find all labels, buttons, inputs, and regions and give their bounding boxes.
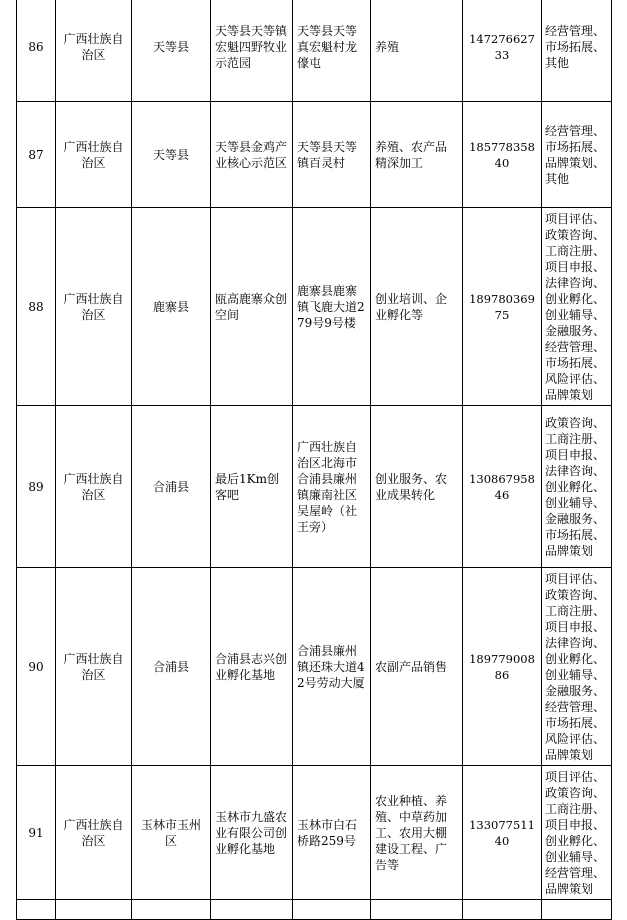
table-row: [17, 0, 612, 102]
business-cell: 农副产品销售: [371, 568, 463, 766]
service-item: 市场拓展、: [545, 139, 606, 154]
service-item: 政策咨询、: [545, 587, 606, 602]
service-item: 风险评估、: [545, 371, 606, 386]
county-cell: 玉林市玉州区: [132, 766, 211, 900]
business-cell: 创业培训、企业孵化等: [371, 208, 463, 406]
table-row: [17, 208, 612, 406]
phone-cell: 13307751140: [463, 766, 542, 900]
phone-cell: 14727662733: [463, 0, 542, 102]
base-name-cell: 天等县金鸡产业核心示范区: [211, 102, 293, 208]
service-item: 项目评估、: [545, 211, 606, 226]
row-number: 88: [17, 208, 56, 406]
service-item: 工商注册、: [545, 431, 606, 446]
service-item: 创业辅导、: [545, 667, 606, 682]
row-number: 87: [17, 102, 56, 208]
table-row: [17, 102, 612, 208]
province-cell: 广西壮族自治区: [56, 568, 132, 766]
county-cell: 合浦县: [132, 568, 211, 766]
phone-cell: 18978036975: [463, 208, 542, 406]
services-cell: [542, 102, 612, 208]
service-item: 风险评估、: [545, 731, 606, 746]
service-item: 品牌策划: [545, 881, 594, 896]
service-item: 品牌策划: [545, 543, 594, 558]
service-item: 法律咨询、: [545, 635, 606, 650]
base-name-cell: 最后1Km创客吧: [211, 406, 293, 568]
services-cell: [542, 568, 612, 766]
service-item: 品牌策划: [545, 747, 594, 762]
service-item: 创业孵化、: [545, 291, 606, 306]
service-item: 项目申报、: [545, 259, 606, 274]
service-item: 创业辅导、: [545, 849, 606, 864]
service-item: 创业孵化、: [545, 833, 606, 848]
service-item: 项目申报、: [545, 619, 606, 634]
service-item: 工商注册、: [545, 801, 606, 816]
service-item: 创业辅导、: [545, 307, 606, 322]
base-name-cell: 天等县天等镇宏魁四野牧业示范园: [211, 0, 293, 102]
row-number: 90: [17, 568, 56, 766]
phone-cell: 13086795846: [463, 406, 542, 568]
service-item: 政策咨询、: [545, 785, 606, 800]
service-item: 经营管理、: [545, 24, 606, 38]
service-item: 政策咨询、: [545, 227, 606, 242]
service-item: 其他: [545, 171, 570, 186]
table-body: [17, 0, 612, 920]
service-item: 经营管理、: [545, 339, 606, 354]
address-cell: 玉林市白石桥路259号: [293, 766, 371, 900]
service-item: 其他: [545, 56, 570, 70]
county-cell: 天等县: [132, 102, 211, 208]
phone-cell: 18577835840: [463, 102, 542, 208]
table-row: [17, 766, 612, 900]
business-cell: 养殖: [371, 0, 463, 102]
row-number: 91: [17, 766, 56, 900]
service-item: 法律咨询、: [545, 275, 606, 290]
county-cell: 合浦县: [132, 406, 211, 568]
service-item: 项目评估、: [545, 571, 606, 586]
base-name-cell: 瓯高鹿寨众创空间: [211, 208, 293, 406]
service-item: 创业辅导、: [545, 495, 606, 510]
service-item: 创业孵化、: [545, 479, 606, 494]
address-cell: 鹿寨县鹿寨镇飞鹿大道279号9号楼: [293, 208, 371, 406]
service-item: 工商注册、: [545, 603, 606, 618]
address-cell: 广西壮族自治区北海市合浦县廉州镇廉南社区吴屋岭（社王旁）: [293, 406, 371, 568]
table-row: [17, 406, 612, 568]
business-cell: 养殖、农产品精深加工: [371, 102, 463, 208]
service-item: 品牌策划、: [545, 155, 606, 170]
services-cell: [542, 406, 612, 568]
service-item: 金融服务、: [545, 511, 606, 526]
address-cell: 合浦县廉州镇还珠大道42号劳动大厦: [293, 568, 371, 766]
service-item: 工商注册、: [545, 243, 606, 258]
business-cell: 创业服务、农业成果转化: [371, 406, 463, 568]
province-cell: 广西壮族自治区: [56, 102, 132, 208]
phone-cell: 18977900886: [463, 568, 542, 766]
service-item: 项目申报、: [545, 447, 606, 462]
services-cell: [542, 208, 612, 406]
service-item: 项目评估、: [545, 769, 606, 784]
service-item: 市场拓展、: [545, 355, 606, 370]
address-cell: 天等县天等真宏魁村龙儫屯: [293, 0, 371, 102]
business-cell: 农业种植、养殖、中草药加工、农用大棚建设工程、广告等: [371, 766, 463, 900]
service-item: 经营管理、: [545, 699, 606, 714]
service-item: 金融服务、: [545, 323, 606, 338]
province-cell: 广西壮族自治区: [56, 0, 132, 102]
county-cell: 鹿寨县: [132, 208, 211, 406]
service-item: 市场拓展、: [545, 40, 606, 54]
services-cell: [542, 766, 612, 900]
county-cell: 天等县: [132, 0, 211, 102]
services-cell: [542, 0, 612, 102]
address-cell: 天等县天等镇百灵村: [293, 102, 371, 208]
province-cell: 广西壮族自治区: [56, 208, 132, 406]
row-number: 86: [17, 0, 56, 102]
service-item: 经营管理、: [545, 123, 606, 138]
service-item: 市场拓展、: [545, 715, 606, 730]
service-item: 金融服务、: [545, 683, 606, 698]
service-item: 法律咨询、: [545, 463, 606, 478]
incubator-table: [16, 0, 612, 920]
service-item: 创业孵化、: [545, 651, 606, 666]
service-item: 市场拓展、: [545, 527, 606, 542]
province-cell: 广西壮族自治区: [56, 406, 132, 568]
service-item: 品牌策划: [545, 387, 594, 402]
service-item: 经营管理、: [545, 865, 606, 880]
province-cell: 广西壮族自治区: [56, 766, 132, 900]
service-item: 政策咨询、: [545, 415, 606, 430]
base-name-cell: 合浦县志兴创业孵化基地: [211, 568, 293, 766]
table-row: [17, 568, 612, 766]
base-name-cell: 玉林市九盛农业有限公司创业孵化基地: [211, 766, 293, 900]
row-number: 89: [17, 406, 56, 568]
service-item: 项目申报、: [545, 817, 606, 832]
